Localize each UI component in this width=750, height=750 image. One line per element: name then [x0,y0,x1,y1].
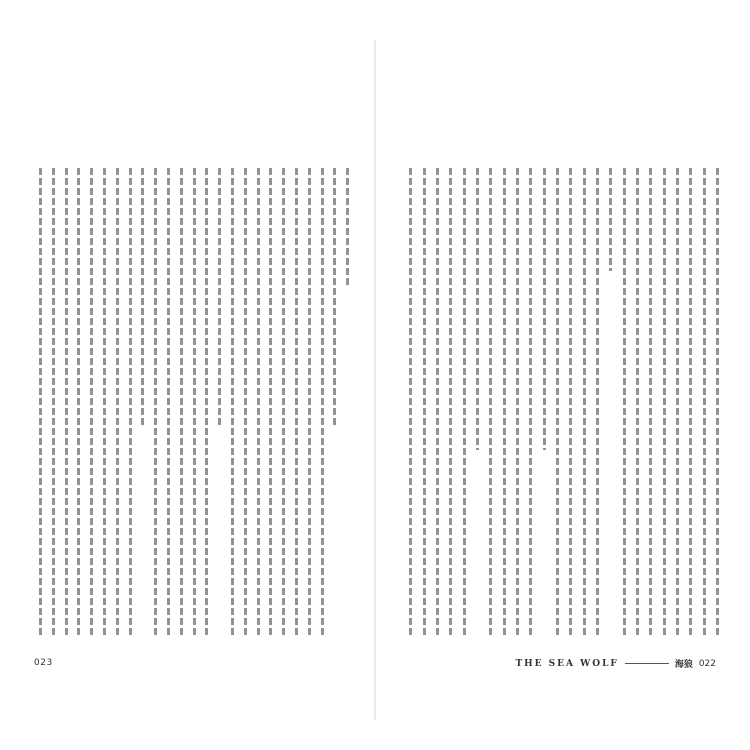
vertical-text-column [190,168,199,638]
vertical-text-column [580,168,589,638]
vertical-text-column [500,168,509,638]
vertical-text-column [673,168,682,638]
vertical-text-column [646,168,655,638]
vertical-text-column [540,168,549,450]
vertical-text-column [513,168,522,638]
vertical-text-column [406,168,415,638]
running-title-chinese: 海狼 [674,660,693,670]
vertical-text-column [486,168,495,638]
vertical-text-column [62,168,71,638]
footer-divider [625,663,669,664]
vertical-text-column [473,168,482,450]
left-page-number: 023 [34,658,53,668]
vertical-text-column [292,168,301,638]
vertical-text-column [606,168,615,271]
vertical-text-column [433,168,442,638]
vertical-text-column [553,168,562,638]
vertical-text-column [420,168,429,638]
right-page-footer [515,657,716,670]
vertical-text-column [566,168,575,638]
vertical-text-column [330,168,339,427]
vertical-text-column [279,168,288,638]
vertical-text-column [74,168,83,638]
vertical-text-column [151,168,160,638]
vertical-text-column [126,168,135,638]
vertical-text-column [87,168,96,638]
vertical-text-column [318,168,327,638]
vertical-text-column [177,168,186,638]
vertical-text-column [713,168,722,638]
vertical-text-column [526,168,535,638]
vertical-text-column [660,168,669,638]
right-page-text-block [404,168,724,638]
vertical-text-column [215,168,224,427]
vertical-text-column [686,168,695,638]
left-page-text-block [34,168,354,638]
vertical-text-column [266,168,275,638]
vertical-text-column [202,168,211,638]
vertical-text-column [620,168,629,638]
book-spine [374,40,376,720]
running-title-english: THE SEA WOLF [515,658,619,669]
vertical-text-column [36,168,45,638]
vertical-text-column [241,168,250,638]
vertical-text-column [593,168,602,638]
vertical-text-column [633,168,642,638]
vertical-text-column [700,168,709,638]
vertical-text-column [138,168,147,427]
vertical-text-column [460,168,469,638]
vertical-text-column [113,168,122,638]
vertical-text-column [254,168,263,638]
vertical-text-column [49,168,58,638]
vertical-text-column [343,168,352,286]
vertical-text-column [228,168,237,638]
right-page-number: 022 [698,658,716,669]
vertical-text-column [305,168,314,638]
vertical-text-column [100,168,109,638]
vertical-text-column [164,168,173,638]
vertical-text-column [446,168,455,638]
